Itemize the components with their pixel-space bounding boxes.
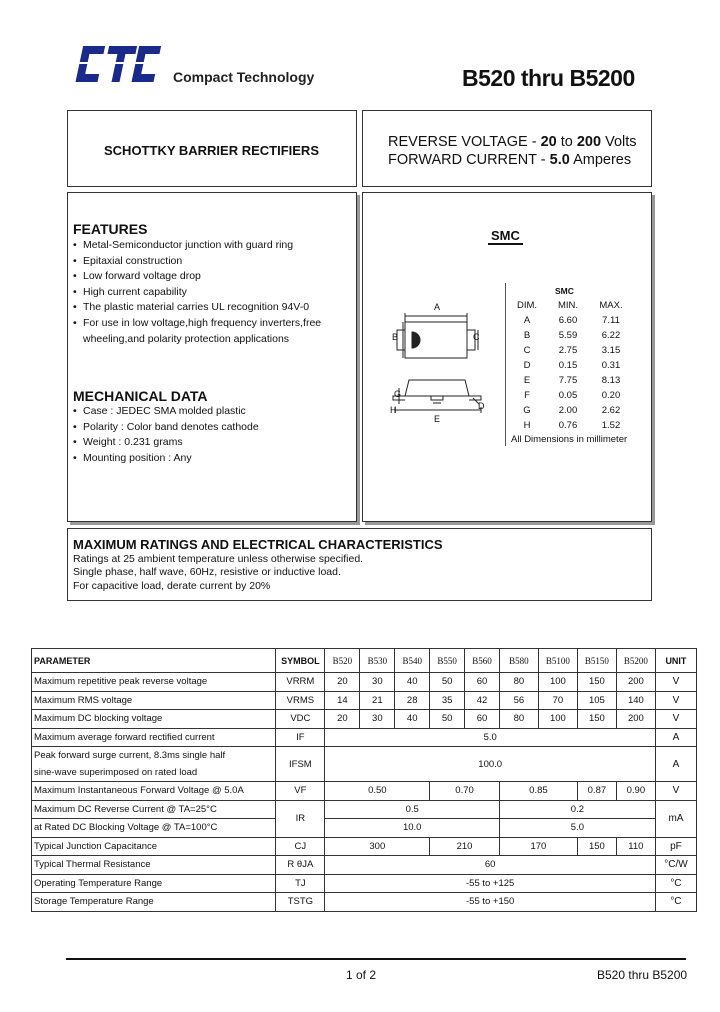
dim-table-title: SMC — [555, 286, 574, 296]
dim-label-g: G — [394, 389, 402, 399]
list-item: • The plastic material carries UL recognition 94V-0 — [73, 300, 348, 316]
dim-label-d: D — [478, 401, 485, 411]
features-list — [73, 238, 348, 347]
dim-label-c: C — [473, 332, 480, 342]
ratings-note: Ratings at 25 ambient temperature unless otherwise specified. — [73, 553, 364, 565]
table-row: Maximum DC blocking voltage VDC 20 30 40 50 60 80 100 150 200 V — [32, 710, 697, 729]
part-title: B520 thru B5200 — [462, 65, 635, 91]
table-row: Operating Temperature Range TJ -55 to +125 °C — [32, 874, 697, 893]
table-row: Maximum DC Reverse Current @ TA=25°C IR 0.5 0.2 mA — [32, 800, 697, 819]
table-row: Maximum average forward rectified current IF 5.0 A — [32, 728, 697, 747]
list-item: • Polarity : Color band denotes cathode — [73, 420, 348, 436]
table-row: Maximum RMS voltage VRMS 14 21 28 35 42 56 70 105 140 V — [32, 691, 697, 710]
company-name: Compact Technology — [173, 69, 315, 85]
list-item: • Epitaxial construction — [73, 254, 348, 270]
dim-label-e: E — [434, 414, 441, 424]
table-row: H 0.76 1.52 — [523, 420, 621, 431]
mechanical-title: MECHANICAL DATA — [73, 388, 208, 404]
package-name: SMC — [488, 228, 523, 245]
features-title: FEATURES — [73, 221, 148, 237]
ratings-note: For capacitive load, derate current by 20% — [73, 580, 271, 592]
ctc-logo — [74, 42, 164, 86]
table-row: Peak forward surge current, 8.3ms single half sine-wave superimposed on rated load IFSM 100.0 A — [32, 747, 697, 782]
ratings-title: MAXIMUM RATINGS AND ELECTRICAL CHARACTERISTICS — [73, 537, 443, 552]
table-row: Maximum repetitive peak reverse voltage VRRM 20 30 40 50 60 80 100 150 200 V — [32, 673, 697, 692]
table-row: DIM. MIN. MAX. — [516, 300, 623, 311]
table-row: G 2.00 2.62 — [523, 405, 621, 416]
table-header-row: PARAMETER SYMBOL B520 B530 B540 B550 B560 B580 B5100 B5150 B5200 UNIT — [32, 649, 697, 673]
table-row: C 2.75 3.15 — [523, 345, 621, 356]
list-item: • Metal-Semiconductor junction with guard ring — [73, 238, 348, 254]
footer-part: B520 thru B5200 — [597, 968, 688, 982]
list-item: • Weight : 0.231 grams — [73, 435, 348, 451]
electrical-characteristics-table — [31, 648, 697, 912]
table-row: B 5.59 6.22 — [523, 330, 621, 341]
list-item: • Low forward voltage drop — [73, 269, 348, 285]
mechanical-list — [73, 404, 348, 466]
table-row: Typical Junction Capacitance CJ 300 210 170 150 110 pF — [32, 837, 697, 856]
forward-current: FORWARD CURRENT - 5.0 Amperes — [388, 152, 632, 168]
page-number: 1 of 2 — [346, 968, 377, 982]
table-row: E 7.75 8.13 — [523, 375, 621, 386]
list-item: • High current capability — [73, 285, 348, 301]
dimension-note: All Dimensions in millimeter — [511, 434, 628, 445]
table-row: D 0.15 0.31 — [523, 360, 621, 371]
dim-label-b: B — [392, 332, 399, 342]
table-row: Typical Thermal Resistance R θJA 60 °C/W — [32, 856, 697, 875]
ratings-note: Single phase, half wave, 60Hz, resistive or inductive load. — [73, 566, 341, 578]
dim-label-h: H — [390, 405, 397, 415]
reverse-voltage: REVERSE VOLTAGE - 20 to 200 Volts — [388, 134, 637, 150]
table-row: F 0.05 0.20 — [524, 390, 621, 401]
dimension-table — [507, 298, 633, 433]
table-row: Maximum Instantaneous Forward Voltage @ 5.0A VF 0.50 0.70 0.85 0.87 0.90 V — [32, 782, 697, 801]
list-item: • For use in low voltage,high frequency inverters,free wheeling,and polarity protection applications — [73, 316, 348, 347]
dim-label-a: A — [434, 302, 441, 312]
list-item: • Case : JEDEC SMA molded plastic — [73, 404, 348, 420]
product-type: SCHOTTKY BARRIER RECTIFIERS — [104, 143, 319, 158]
table-row: Storage Temperature Range TSTG -55 to +150 °C — [32, 893, 697, 912]
footer-rule — [66, 958, 686, 960]
dim-table-divider — [505, 283, 506, 446]
table-row: at Rated DC Blocking Voltage @ TA=100°C 10.0 5.0 — [32, 819, 697, 838]
table-row: A 6.60 7.11 — [523, 315, 620, 326]
list-item: • Mounting position : Any — [73, 451, 348, 467]
